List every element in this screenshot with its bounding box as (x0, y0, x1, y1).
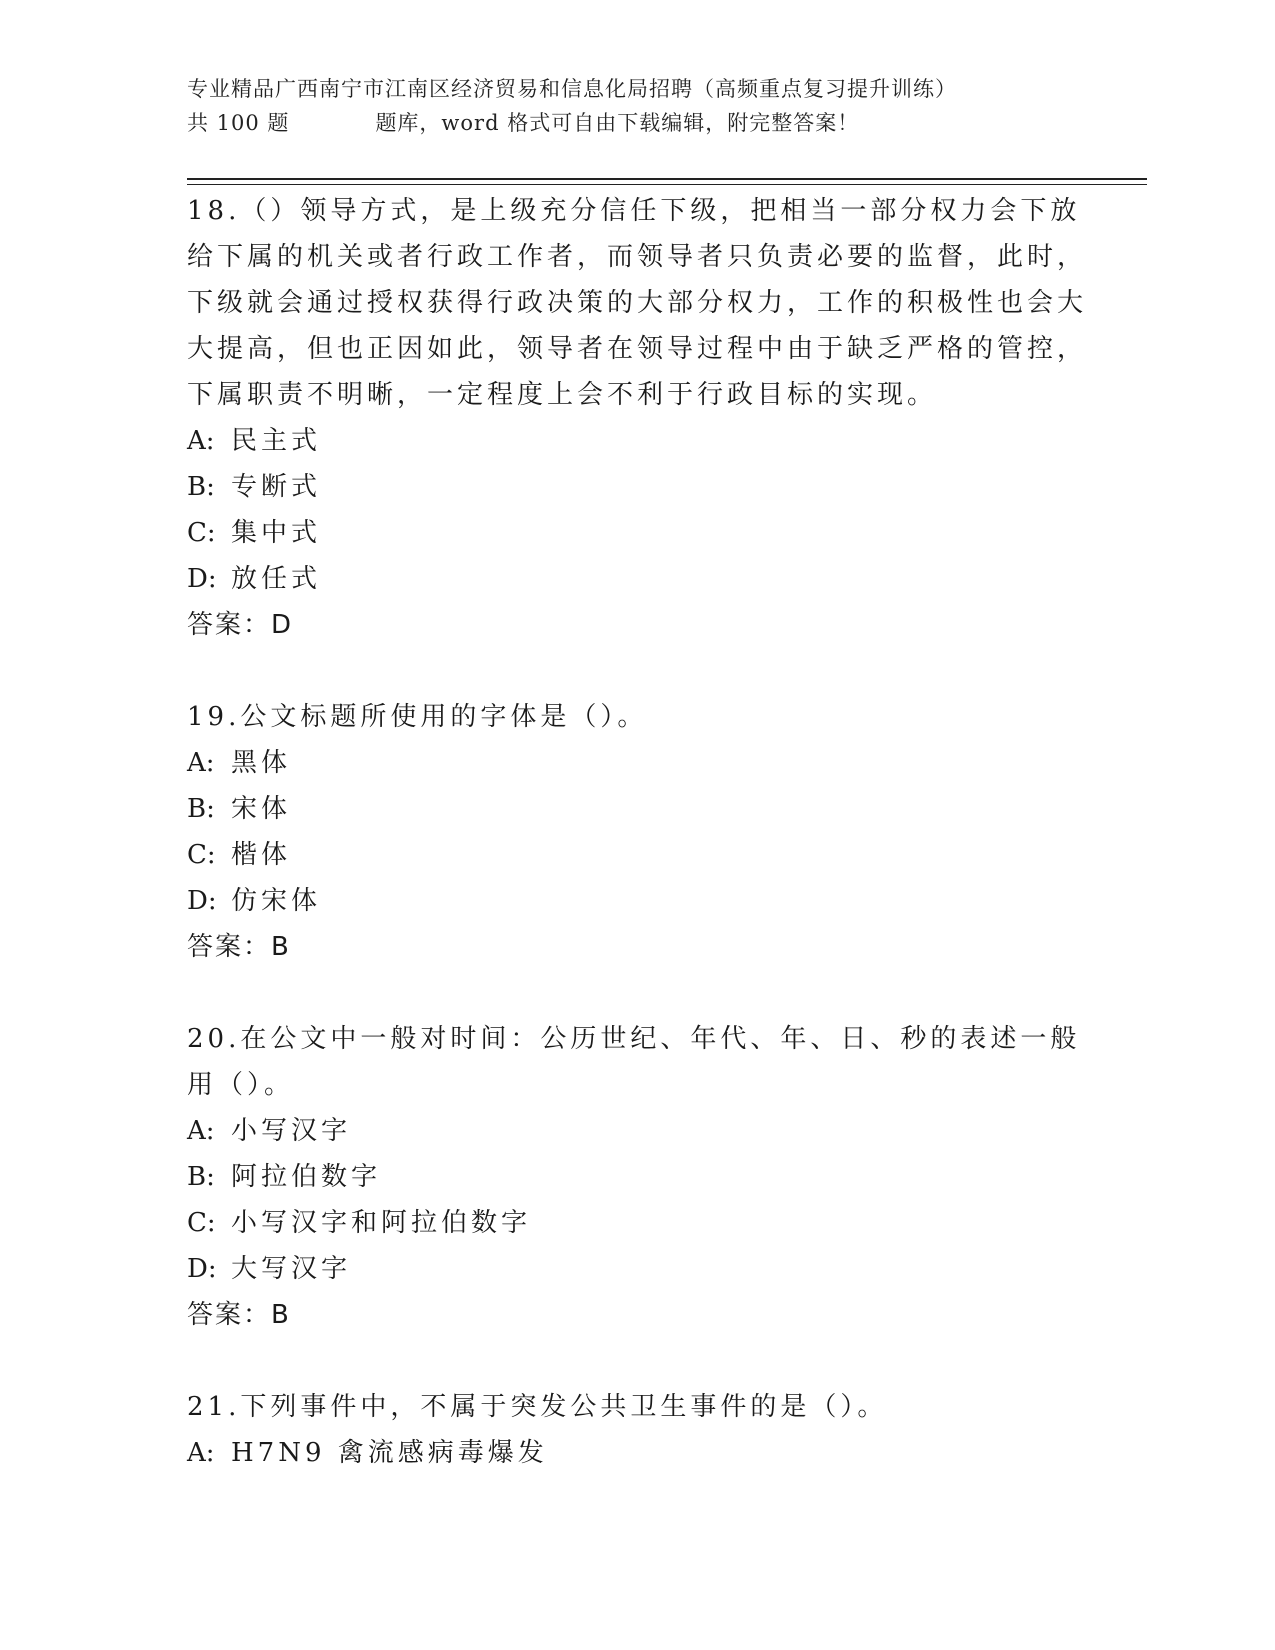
option-key: A: (187, 1116, 215, 1146)
option-a (187, 1108, 1087, 1154)
question-stem: 18.（）领导方式，是上级充分信任下级，把相当一部分权力会下放给下属的机关或者行政工作者，而领导者只负责必要的监督，此时，下级就会通过授权获得行政决策的大部分权力，工作的积极性也会大大提高，但也正因如此，领导者在领导过程中由于缺乏严格的管控，下属职责不明晰，一定程度上会不利于行政目标的实现。 (187, 196, 1088, 410)
option-key: B: (187, 1162, 215, 1192)
header-divider-thin (187, 184, 1147, 185)
option-key: A: (187, 1438, 215, 1468)
question-19 (187, 694, 1087, 970)
answer-label: 答案：B (187, 1300, 291, 1330)
option-b (187, 786, 1087, 832)
question-20 (187, 1016, 1087, 1338)
question-stem: 20.在公文中一般对时间：公历世纪、年代、年、日、秒的表述一般用（）。 (187, 1024, 1081, 1100)
answer-label: 答案：B (187, 932, 291, 962)
option-d (187, 878, 1087, 924)
option-key: D: (187, 1254, 217, 1284)
option-key: D: (187, 564, 217, 594)
option-b (187, 1154, 1087, 1200)
option-a (187, 418, 1087, 464)
question-18 (187, 188, 1087, 648)
option-text: 小写汉字 (231, 1116, 352, 1146)
option-text: 仿宋体 (231, 886, 322, 916)
option-key: C: (187, 518, 216, 548)
option-text: 楷体 (231, 840, 292, 870)
document-header (187, 72, 1147, 140)
question-stem: 21.下列事件中，不属于突发公共卫生事件的是（）。 (187, 1392, 888, 1422)
option-text: 专断式 (231, 472, 322, 502)
option-a (187, 1430, 1087, 1476)
option-text: 宋体 (231, 794, 292, 824)
header-divider-thick (187, 178, 1147, 180)
header-subtitle (187, 106, 1147, 140)
option-key: A: (187, 426, 215, 456)
question-stem: 19.公文标题所使用的字体是（）。 (187, 702, 648, 732)
question-list (187, 188, 1087, 1476)
option-text: 集中式 (231, 518, 322, 548)
option-c (187, 1200, 1087, 1246)
option-text: 阿拉伯数字 (231, 1162, 382, 1192)
option-key: C: (187, 840, 216, 870)
option-d (187, 1246, 1087, 1292)
header-title: 专业精品广西南宁市江南区经济贸易和信息化局招聘（高频重点复习提升训练） (187, 77, 957, 101)
option-text: H7N9 禽流感病毒爆发 (231, 1438, 548, 1468)
option-key: B: (187, 472, 215, 502)
option-text: 民主式 (231, 426, 322, 456)
option-c (187, 832, 1087, 878)
option-c (187, 510, 1087, 556)
option-text: 放任式 (231, 564, 322, 594)
question-21 (187, 1384, 1087, 1476)
option-key: B: (187, 794, 215, 824)
option-key: D: (187, 886, 217, 916)
option-key: C: (187, 1208, 216, 1238)
answer-label: 答案：D (187, 610, 294, 640)
option-b (187, 464, 1087, 510)
option-d (187, 556, 1087, 602)
option-text: 黑体 (231, 748, 292, 778)
option-a (187, 740, 1087, 786)
option-text: 大写汉字 (231, 1254, 352, 1284)
header-question-count: 共 100 题 (187, 111, 290, 135)
option-text: 小写汉字和阿拉伯数字 (231, 1208, 532, 1238)
option-key: A: (187, 748, 215, 778)
header-description: 题库，word 格式可自由下载编辑，附完整答案！ (375, 111, 860, 135)
